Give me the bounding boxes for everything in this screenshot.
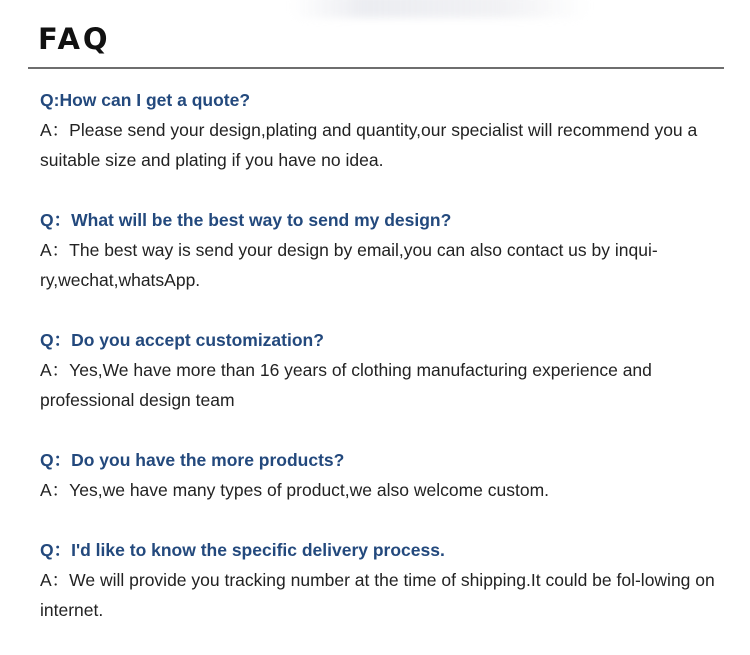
- faq-item: [40, 325, 720, 415]
- faq-question: Q：I'd like to know the specific delivery process.: [40, 540, 445, 560]
- faq-answer: A：Yes,we have many types of product,we also welcome custom.: [40, 480, 550, 500]
- faq-question: Q：Do you have the more products?: [40, 450, 345, 470]
- faq-answer: A：Yes,We have more than 16 years of clothing manufacturing experience and professional design team: [40, 360, 652, 410]
- faq-question: Q:How can I get a quote?: [40, 90, 251, 110]
- faq-answer: A：The best way is send your design by email,you can also contact us by inqui-ry,wechat,whatsApp.: [40, 240, 658, 290]
- faq-answer: A：We will provide you tracking number at the time of shipping.It could be fol-lowing on internet.: [40, 570, 715, 620]
- faq-item: [40, 85, 720, 175]
- faq-question: Q：What will be the best way to send my design?: [40, 210, 452, 230]
- faq-item: [40, 205, 720, 295]
- title-divider: [28, 67, 724, 69]
- faq-question: Q：Do you accept customization?: [40, 330, 324, 350]
- faq-item: [40, 535, 720, 625]
- faq-item: [40, 445, 720, 505]
- faq-answer: A：Please send your design,plating and quantity,our specialist will recommend you a suitable size and plating if you have no idea.: [40, 120, 698, 170]
- page-title: FAQ: [38, 22, 111, 56]
- faq-list: [40, 85, 720, 655]
- top-banner-remnant: [290, 0, 590, 18]
